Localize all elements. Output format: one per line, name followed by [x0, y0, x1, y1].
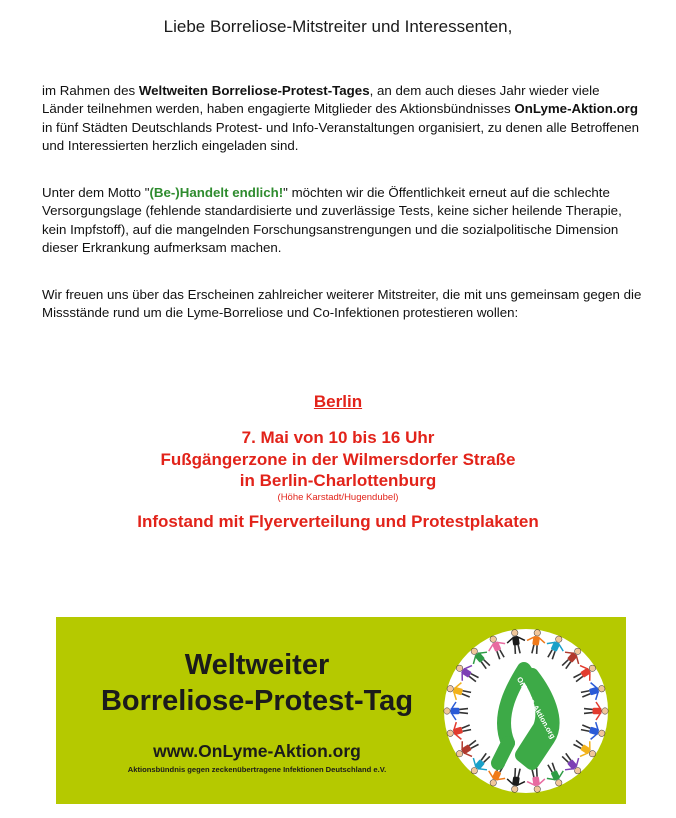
intro-text-1: im Rahmen des [42, 83, 139, 98]
protest-day-name: Weltweiten Borreliose-Protest-Tages [138, 83, 370, 98]
logo-background [444, 629, 608, 793]
banner-subtitle: Aktionsbündnis gegen zeckenübertragene Infektionen Deutschland e.V. [127, 765, 387, 774]
motto-highlight: (Be-)Handelt endlich! [149, 185, 284, 200]
event-street: Fußgängerzone in der Wilmersdorfer Straße [160, 450, 516, 469]
invitation-paragraph: Wir freuen uns über das Erscheinen zahlreicher weiterer Mitstreiter, die mit uns gemeinsam gegen die Missstände rund um die Lyme-Borreliose und Co-Infektionen protestieren wollen: [42, 287, 642, 321]
protest-day-banner [56, 617, 626, 804]
organisation-name: OnLyme-Aktion.org [514, 101, 638, 117]
banner-url: www.OnLyme-Aktion.org [153, 741, 361, 761]
intro-text-3: in fünf Städten Deutschlands Protest- und Info-Veranstaltungen organisiert, zu denen alle Betroffenen und Interessierten herzlich eingeladen sind. [42, 119, 640, 154]
letter-greeting: Liebe Borreliose-Mitstreiter und Interessenten, [163, 17, 513, 36]
banner-title-line2: Borreliose-Protest-Tag [100, 685, 414, 717]
intro-text-2: , an dem auch dieses Jahr wieder viele Länder teilnehmen werden, haben engagierte Mitglieder des Aktionsbündnisses [42, 83, 600, 117]
motto-text-1: Unter dem Motto " [42, 185, 150, 200]
motto-paragraph [42, 184, 642, 258]
event-district: in Berlin-Charlottenburg [239, 471, 437, 490]
intro-paragraph [42, 82, 642, 156]
banner-title-line1: Weltweiter [184, 649, 330, 681]
event-landmark: (Höhe Karstadt/Hugendubel) [277, 492, 399, 503]
event-booth: Infostand mit Flyerverteilung und Protestplakaten [137, 512, 539, 531]
ribbon-text: OnLyme-Aktion.org [514, 675, 558, 741]
event-date: 7. Mai von 10 bis 16 Uhr [241, 428, 435, 447]
motto-text-2: " möchten wir die Öffentlichkeit erneut auf die schlechte Versorgungslage (fehlende standardisierte und zuverlässige Tests, keine sicher heilende Therapie, kein Impfstoff), auf die mangelnden Forschungsanstrengungen und die sozialpolitische Dimension dieser Erkrankung aufmerksam machen. [42, 185, 622, 256]
people-circle-ribbon-logo [436, 623, 616, 799]
event-city: Berlin [313, 392, 363, 411]
